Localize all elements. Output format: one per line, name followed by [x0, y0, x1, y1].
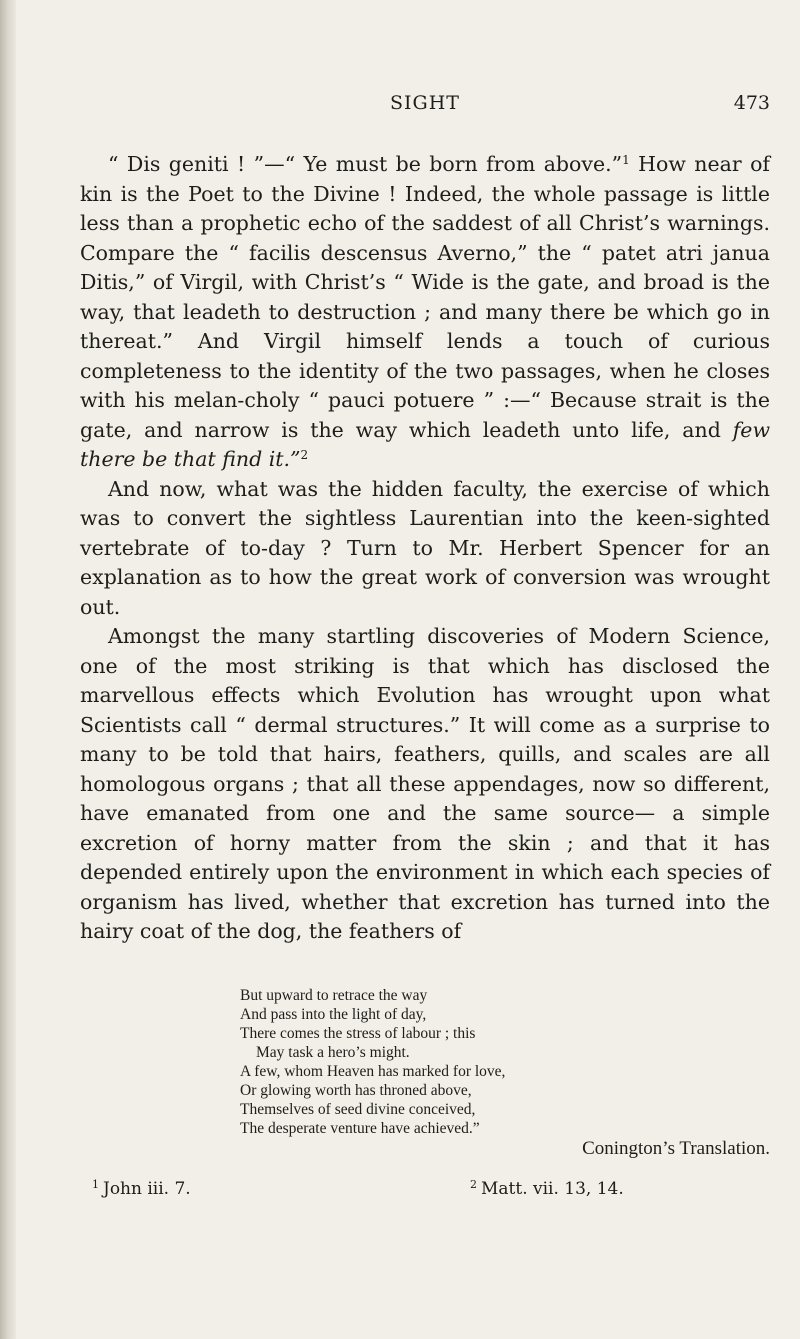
footnotes	[80, 1178, 770, 1204]
footnote-ref-2: 2	[300, 448, 309, 462]
paragraph-1-opening: “ Dis geniti ! ”—“ Ye must be born from above.”	[108, 152, 623, 176]
paragraph-1-italic-quote: few there be that find it.”	[80, 417, 770, 471]
verse-quotation	[80, 986, 770, 1158]
verse-line: Or glowing worth has throned above,	[240, 1082, 472, 1099]
footnote-text: John iii. 7.	[103, 1179, 191, 1199]
body-text	[80, 150, 770, 947]
footnote-ref-1: 1	[622, 153, 630, 167]
footnote-2	[470, 1178, 624, 1199]
verse-credit: Conington’s Translation.	[582, 1138, 770, 1159]
verse-line: And pass into the light of day,	[240, 1006, 427, 1023]
verse-line: A few, whom Heaven has marked for love,	[240, 1063, 506, 1080]
paragraph-2: And now, what was the hidden faculty, the exercise of which was to convert the sightless Laurentian into the keen-sighted vertebrate of to-day ? Turn to Mr. Herbert Spencer for an explanation as to how the great work of conversion was wrought out.	[80, 476, 770, 619]
paragraph-1-body: How near of kin is the Poet to the Divine ! Indeed, the whole passage is little less than a prophetic echo of the saddest of all Christ’s warnings. Compare the “ facilis descensus Averno,” the “ patet atri janua Ditis,” of Virgil, with Christ’s “ Wide is the gate, and broad is the way, that leadeth to destruction ; and many there be which go in thereat.” And Virgil himself lends a touch of curious completeness to the identity of the two passages, when he closes with his melan-choly “ pauci potuere ” :—“ Because strait is the gate, and narrow is the way which leadeth unto life, and	[80, 152, 770, 442]
footnote-text: Matt. vii. 13, 14.	[481, 1179, 624, 1199]
page-number: 473	[733, 92, 770, 114]
paragraph-3: Amongst the many startling discoveries of Modern Science, one of the most striking is that which has disclosed the marvellous effects which Evolution has wrought upon what Scientists call “ dermal structures.” It will come as a surprise to many to be told that hairs, feathers, quills, and scales are all homologous organs ; that all these appendages, now so different, have emanated from one and the same source— a simple excretion of horny matter from the skin ; and that it has depended entirely upon the environment in which each species of organism has lived, whether that excretion has turned into the hairy coat of the dog, the feathers of	[80, 624, 770, 943]
footnote-1	[92, 1178, 191, 1199]
footnote-mark: 2	[470, 1178, 477, 1191]
verse-line: May task a hero’s might.	[256, 1044, 410, 1061]
paragraph-1	[80, 150, 770, 475]
verse-line: Themselves of seed divine conceived,	[240, 1101, 476, 1118]
page-binding-shadow	[0, 0, 16, 1339]
running-head	[80, 92, 770, 118]
verse-line: The desperate venture have achieved.”	[240, 1120, 480, 1137]
footnote-mark: 1	[92, 1178, 99, 1191]
running-title: SIGHT	[390, 92, 460, 114]
verse-line: There comes the stress of labour ; this	[240, 1025, 476, 1042]
verse-line: But upward to retrace the way	[240, 987, 428, 1004]
